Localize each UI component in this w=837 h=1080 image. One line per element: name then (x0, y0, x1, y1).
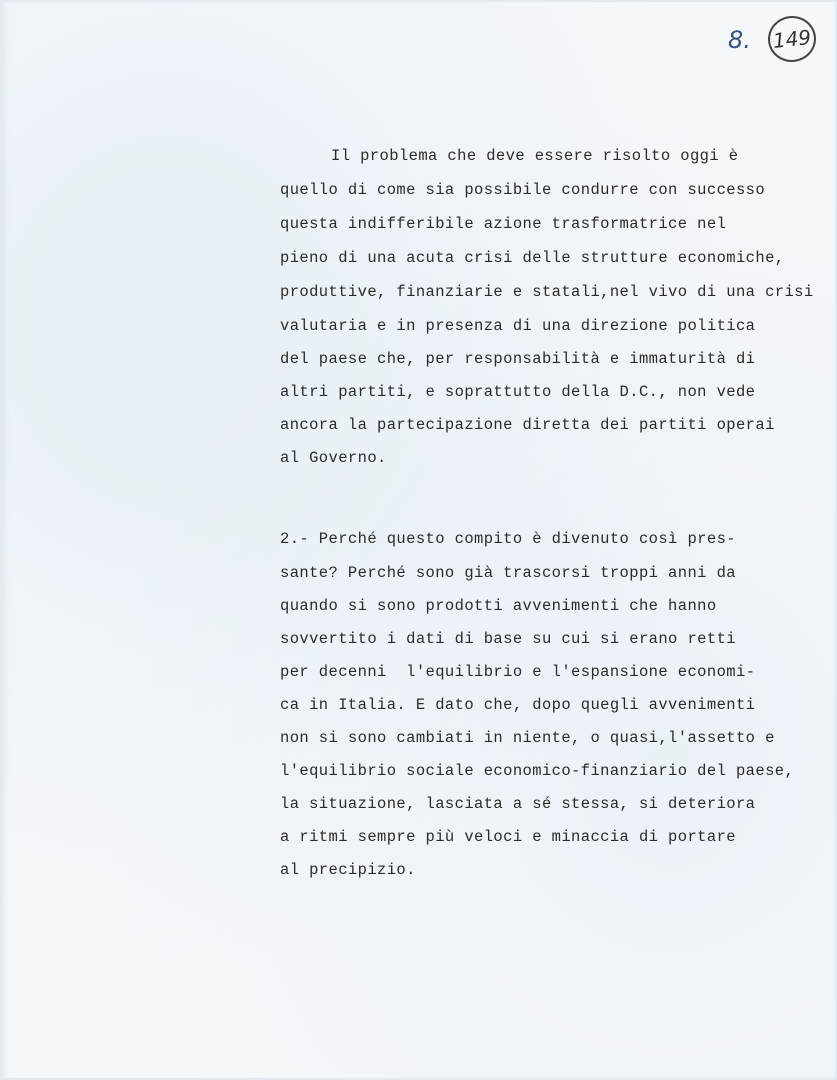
text-line: sante? Perché sono già trascorsi troppi anni da (280, 564, 736, 582)
text-line: quello di come sia possibile condurre con successo (280, 181, 766, 199)
text-line: altri partiti, e soprattutto della D.C., non vede (280, 383, 756, 401)
text-line: valutaria e in presenza di una direzione politica (280, 317, 756, 335)
text-line: quando si sono prodotti avvenimenti che hanno (280, 597, 717, 615)
text-line: per decenni l'equilibrio e l'espansione economi- (280, 663, 756, 681)
text-line: al precipizio. (280, 861, 416, 879)
text-line: l'equilibrio sociale economico-finanziario del paese, (280, 762, 795, 780)
text-line: 2.- Perché questo compito è divenuto così pres- (280, 530, 736, 548)
text-line: la situazione, lasciata a sé stessa, si deteriora (280, 795, 756, 813)
circled-archive-number: 149 (766, 14, 819, 65)
handwritten-page-number: 8. (728, 26, 751, 54)
text-line: ancora la partecipazione diretta dei partiti operai (280, 416, 775, 434)
text-line: ca in Italia. E dato che, dopo quegli avvenimenti (280, 696, 756, 714)
text-line: produttive, finanziarie e statali,nel vivo di una crisi (280, 283, 814, 301)
text-line: del paese che, per responsabilità e immaturità di (280, 350, 756, 368)
text-line: non si sono cambiati in niente, o quasi,l'assetto e (280, 729, 775, 747)
text-line: questa indifferibile azione trasformatrice nel (280, 215, 727, 233)
text-line: al Governo. (280, 449, 387, 467)
text-line: sovvertito i dati di base su cui si erano retti (280, 630, 736, 648)
text-line: Il problema che deve essere risolto oggi è (331, 147, 739, 165)
text-line: a ritmi sempre più veloci e minaccia di portare (280, 828, 736, 846)
text-line: pieno di una acuta crisi delle strutture economiche, (280, 249, 785, 267)
